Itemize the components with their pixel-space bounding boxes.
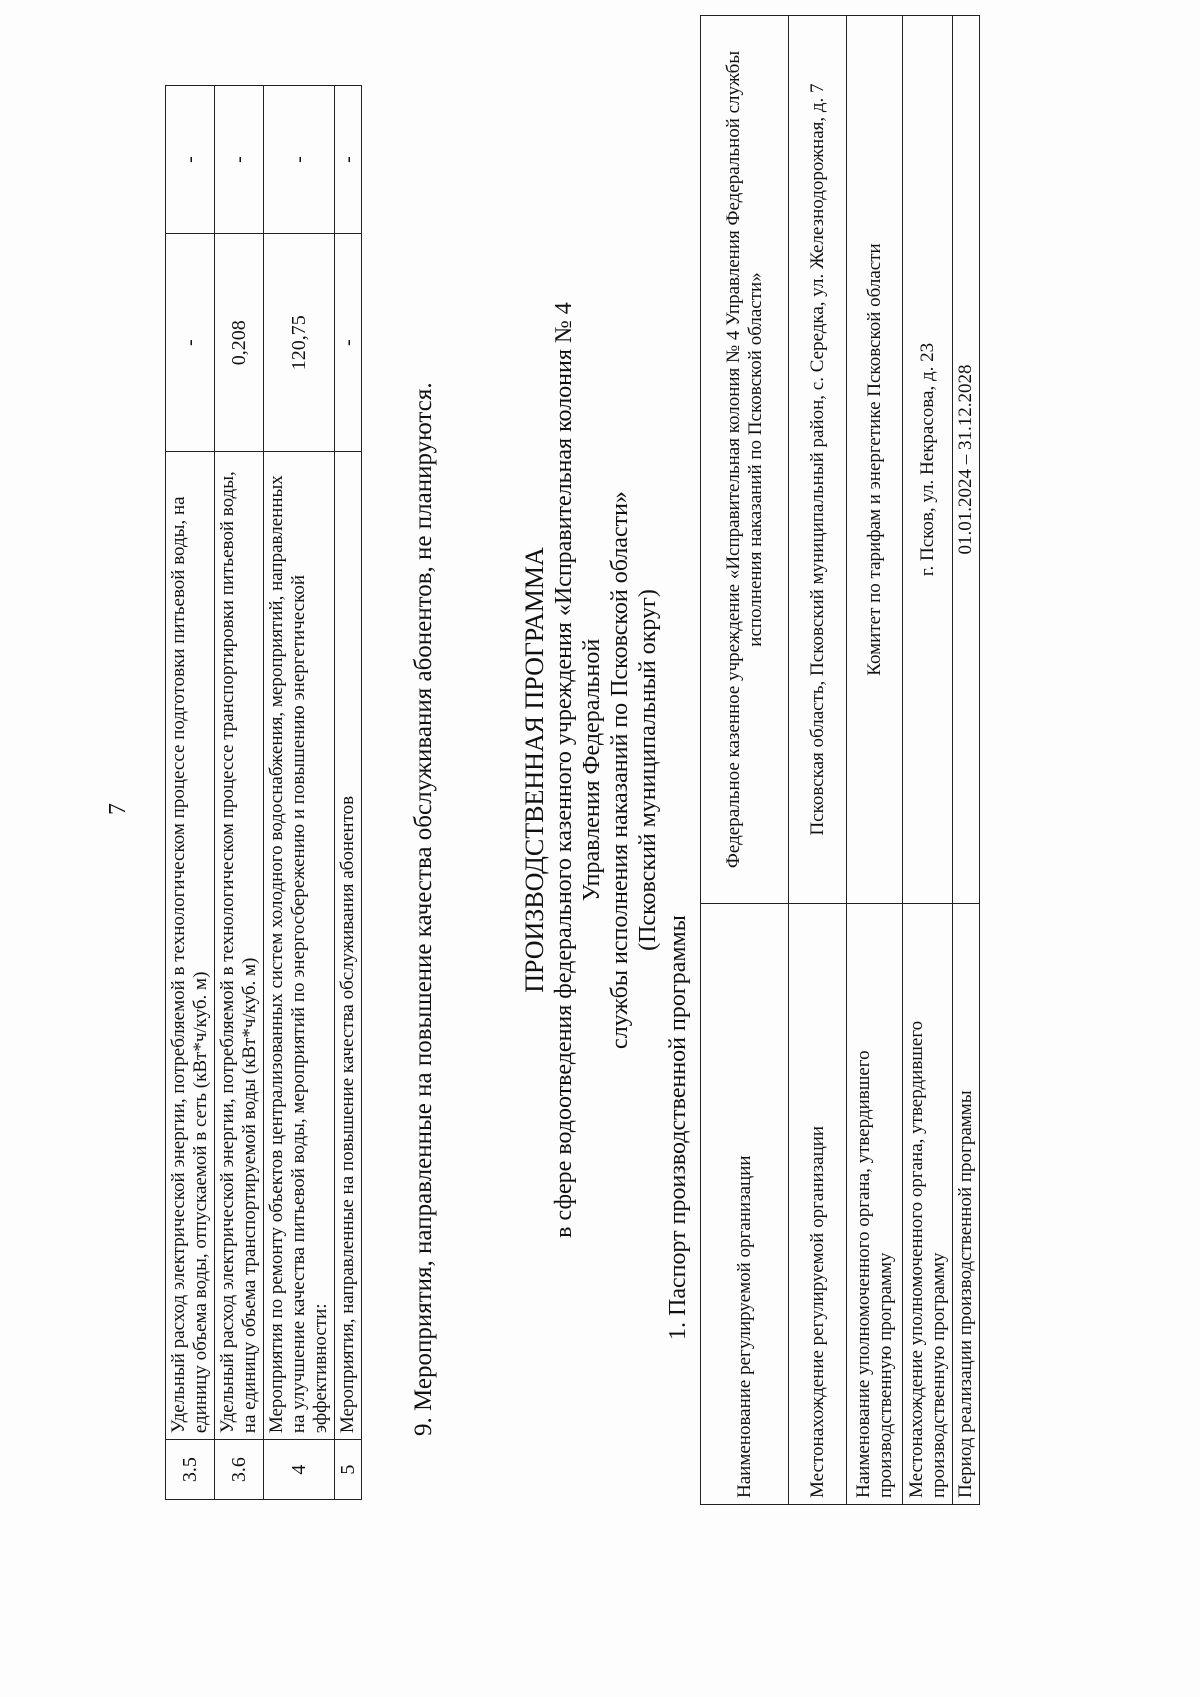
passport-label: Наименование регулируемой организации xyxy=(701,904,789,1505)
table-row xyxy=(847,16,903,1505)
passport-heading: 1. Паспорт производственной программы xyxy=(665,915,691,1340)
section-9-text: 9. Мероприятия, направленные на повышение качества обслуживания абонентов, не планируются. xyxy=(410,382,437,1436)
row-number: 3.6 xyxy=(215,1440,264,1500)
program-title-block xyxy=(520,240,662,1300)
program-subtitle-line: в сфере водоотведения федерального казенного учреждения «Исправительная колония № 4 Управления Федеральной xyxy=(551,302,605,1238)
passport-table xyxy=(700,15,980,1505)
passport-label: Наименование уполномоченного органа, утвердившего производственную программу xyxy=(847,904,903,1505)
passport-value: 01.01.2024 – 31.12.2028 xyxy=(953,16,980,904)
row-number: 4 xyxy=(264,1440,335,1500)
passport-value: Федеральное казенное учреждение «Исправительная колония № 4 Управления Федеральной службы исполнения наказаний по Псковской области» xyxy=(701,16,789,904)
row-value: - xyxy=(166,234,215,452)
table-row xyxy=(335,86,362,1500)
program-title: ПРОИЗВОДСТВЕННАЯ ПРОГРАММА xyxy=(520,547,549,993)
row-number: 5 xyxy=(335,1440,362,1500)
table-row xyxy=(953,16,980,1505)
passport-label: Местонахождение уполномоченного органа, утвердившего производственную программу xyxy=(903,904,953,1505)
program-subtitle-line: службы исполнения наказаний по Псковской области» xyxy=(607,491,633,1049)
row-number: 3.5 xyxy=(166,1440,215,1500)
row-description: Мероприятия по ремонту объектов централизованных систем холодного водоснабжения, мероприятий, направленных на улучшение качества питьевой воды, мероприятий по энергосбережению и повышению энергетической эффективности: xyxy=(264,452,335,1440)
table-row xyxy=(789,16,847,1505)
passport-label: Местонахождение регулируемой организации xyxy=(789,904,847,1505)
row-value: - xyxy=(215,86,264,234)
row-value: 120,75 xyxy=(264,234,335,452)
row-value: 0,208 xyxy=(215,234,264,452)
passport-label: Период реализации производственной программы xyxy=(953,904,980,1505)
table-row xyxy=(166,86,215,1500)
program-subtitle-line: (Псковский муниципальный округ) xyxy=(635,589,661,951)
table-row xyxy=(701,16,789,1505)
table-row xyxy=(215,86,264,1500)
indicators-table xyxy=(165,85,362,1500)
passport-value: г. Псков, ул. Некрасова, д. 23 xyxy=(903,16,953,904)
passport-value: Псковская область, Псковский муниципальный район, с. Середка, ул. Железнодорожная, д. 7 xyxy=(789,16,847,904)
row-description: Удельный расход электрической энергии, потребляемой в технологическом процессе транспортировки питьевой воды, на единицу объема транспортируемой воды (кВт*ч/куб. м) xyxy=(215,452,264,1440)
row-value: - xyxy=(166,86,215,234)
row-value: - xyxy=(335,86,362,234)
row-description: Удельный расход электрической энергии, потребляемой в технологическом процессе подготовки питьевой воды, на единицу объема воды, отпускаемой в сеть (кВт*ч/куб. м) xyxy=(166,452,215,1440)
table-row xyxy=(903,16,953,1505)
passport-value: Комитет по тарифам и энергетике Псковской области xyxy=(847,16,903,904)
page-number: 7 xyxy=(105,803,131,815)
table-row xyxy=(264,86,335,1500)
row-value: - xyxy=(264,86,335,234)
row-description: Мероприятия, направленные на повышение качества обслуживания абонентов xyxy=(335,452,362,1440)
row-value: - xyxy=(335,234,362,452)
